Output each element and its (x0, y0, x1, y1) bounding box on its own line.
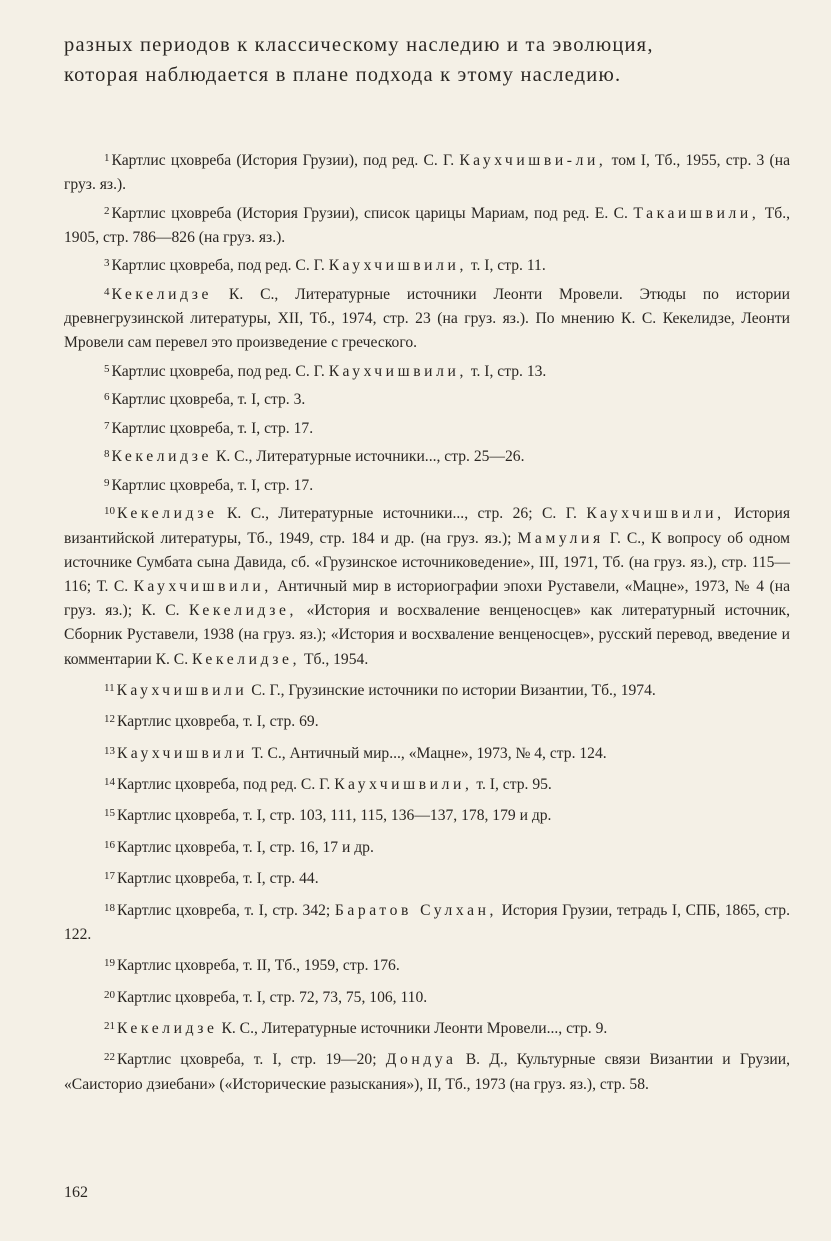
author-name: Каухчишвили, (328, 257, 467, 275)
footnote-text: К. С., Литературные источники Леонти Мровели. Этюды по истории древнегрузинской литературы, XII, Тб., 1974, стр. 23 (на груз. яз.). По мнению К. С. Кекелидзе, Леонти Мровели сам перевел это произведение с греческого. (64, 285, 790, 352)
footnote-text: С. Г., Грузинские источники по истории Византии, Тб., 1974. (247, 681, 656, 699)
author-name: Каухчишвили, (586, 505, 725, 523)
footnote-text: История византийской литературы, Тб., 1949, стр. 184 и др. (на груз. яз.); (64, 505, 790, 547)
author-name: Каухчишвили (116, 681, 248, 699)
footnote-text: Картлис цховреба, под ред. С. Г. (111, 362, 329, 380)
footnote-text: том I, Тб., 1955, стр. 3 (на груз. яз.). (64, 152, 790, 194)
author-name: Кекелидзе, (192, 650, 301, 668)
footnote-6 (64, 385, 790, 412)
footnote-text: Картлис цховреба, под ред. С. Г. (117, 776, 335, 794)
footnote-text: т. I, стр. 95. (472, 776, 552, 794)
footnote-1 (64, 146, 790, 197)
footnote-7 (64, 414, 790, 441)
author-name: Кекелидзе (111, 448, 213, 466)
author-name: Баратов Сулхан, (334, 901, 498, 919)
footnote-number: 4 (104, 285, 110, 298)
footnote-text: К. С., Литературные источники..., стр. 26; С. Г. (217, 505, 587, 523)
footnote-number: 12 (104, 713, 115, 726)
author-name: Кекелидзе (117, 1020, 218, 1038)
footnote-text: Картлис цховреба, т. I, стр. 17. (111, 476, 314, 494)
footnote-text: Картлис цховреба, т. I, стр. 19—20; (117, 1051, 386, 1069)
footnote-text: Картлис цховреба, т. I, стр. 3. (111, 391, 306, 409)
author-name: Кекелидзе, (188, 602, 298, 620)
footnotes-list (64, 146, 790, 1098)
footnote-text: Тб., 1954. (300, 650, 369, 668)
footnote-text: Картлис цховреба (История Грузии), под ред. С. Г. (111, 152, 460, 169)
footnote-text: Тб., 1905, стр. 786—826 (на груз. яз.). (64, 204, 791, 246)
footnote-text: т. I, стр. 11. (466, 257, 546, 275)
footnote-number: 20 (104, 988, 115, 1001)
footnote-3 (64, 251, 790, 278)
footnote-number: 18 (104, 901, 115, 914)
footnote-number: 7 (104, 419, 110, 432)
footnote-20 (64, 983, 790, 1010)
footnote-19 (64, 951, 790, 978)
footnote-text: Картлис цховреба, т. I, стр. 103, 111, 115, 136—137, 178, 179 и др. (117, 807, 552, 825)
footnote-11 (64, 676, 790, 703)
author-name: Каухчишвили, (334, 776, 473, 794)
author-name: Каухчишвили (117, 744, 248, 762)
footnote-number: 21 (104, 1020, 115, 1033)
author-name: Кекелидзе (111, 285, 213, 303)
footnote-number: 15 (104, 807, 115, 820)
footnote-text: Картлис цховреба, под ред. С. Г. (111, 257, 329, 275)
author-name: Каухчишвили, (133, 577, 272, 595)
footnote-number: 2 (104, 204, 110, 217)
author-name: Дондуа (385, 1051, 457, 1069)
intro-line-1: разных периодов к классическому наследию и та эволюция, (64, 34, 654, 56)
footnote-number: 6 (104, 391, 110, 404)
footnote-4 (64, 280, 790, 356)
footnote-9 (64, 471, 790, 498)
page-number: 162 (64, 1184, 88, 1201)
author-name: Кекелидзе (117, 505, 218, 523)
author-name: Каухчишвили, (328, 362, 467, 380)
footnote-2 (64, 199, 790, 250)
footnote-text: Картлис цховреба, т. I, стр. 69. (117, 713, 319, 731)
footnote-text: Картлис цховреба, т. I, стр. 72, 73, 75, 106, 110. (117, 988, 428, 1006)
footnote-number: 19 (104, 957, 115, 970)
footnote-text: «История и восхваление венценосцев» как литературный источник, Сборник Руставели, 1938 (на груз. яз.); «История и восхваление венценосцев», русский перевод, введение и комментарии К. С. (64, 602, 790, 668)
footnote-text: Картлис цховреба (История Грузии), список царицы Мариам, под ред. Е. С. (111, 204, 634, 222)
footnote-number: 10 (104, 505, 115, 518)
footnote-17 (64, 864, 790, 891)
author-name: Такаишвили, (633, 204, 760, 222)
footnote-text: Картлис цховреба, т. II, Тб., 1959, стр. 176. (117, 957, 400, 975)
footnote-text: К. С., Литературные источники..., стр. 25—26. (212, 448, 525, 466)
author-name: Мамулия (517, 529, 604, 547)
footnote-13 (64, 739, 790, 766)
footnote-number: 3 (104, 257, 110, 270)
footnote-text: Г. С., К вопросу об одном источнике Сумбата сына Давида, сб. «Грузинское источниковедение», III, 1971, Тб. (на груз. яз.), стр. 115—116; Т. С. (64, 529, 790, 595)
footnote-number: 14 (104, 776, 115, 789)
footnote-text: История Грузии, тетрадь I, СПБ, 1865, стр. 122. (64, 901, 790, 943)
footnote-text: Картлис цховреба, т. I, стр. 44. (117, 870, 319, 888)
intro-paragraph (64, 30, 799, 90)
footnote-22 (64, 1045, 790, 1096)
footnote-number: 1 (104, 152, 110, 164)
footnote-text: т. I, стр. 13. (466, 362, 547, 380)
footnote-text: Картлис цховреба, т. I, стр. 16, 17 и др. (117, 838, 374, 856)
footnote-text: Картлис цховреба, т. I, стр. 17. (111, 419, 314, 437)
footnote-number: 9 (104, 476, 110, 489)
footnote-text: Картлис цховреба, т. I, стр. 342; (117, 901, 335, 919)
footnote-number: 17 (104, 870, 115, 883)
footnote-text: Античный мир в историографии эпохи Руставели, «Мацне», 1973, № 4 (на груз. яз.); К. С. (64, 577, 790, 620)
footnote-text: Т. С., Античный мир..., «Мацне», 1973, № 4, стр. 124. (247, 744, 607, 762)
footnote-number: 22 (104, 1051, 115, 1064)
footnote-12 (64, 707, 790, 734)
author-name: Каухчишви-ли, (459, 152, 607, 169)
footnote-number: 11 (104, 681, 115, 694)
footnote-15 (64, 801, 790, 828)
footnote-21 (64, 1014, 790, 1041)
footnote-number: 13 (104, 744, 115, 757)
footnote-number: 5 (104, 362, 110, 375)
footnote-8 (64, 442, 790, 469)
footnote-number: 16 (104, 838, 115, 851)
footnote-14 (64, 770, 790, 797)
footnote-5 (64, 357, 790, 384)
footnote-text: К. С., Литературные источники Леонти Мровели..., стр. 9. (217, 1020, 608, 1038)
intro-line-2: которая наблюдается в плане подхода к этому наследию. (64, 64, 622, 86)
footnote-18 (64, 896, 790, 947)
footnote-16 (64, 833, 790, 860)
footnote-number: 8 (104, 448, 110, 461)
footnote-text: В. Д., Культурные связи Византии и Грузии, «Саисторио дзиебани» («Исторические разыскания»), II, Тб., 1973 (на груз. яз.), стр. 58. (64, 1051, 790, 1093)
footnote-10 (64, 499, 790, 671)
